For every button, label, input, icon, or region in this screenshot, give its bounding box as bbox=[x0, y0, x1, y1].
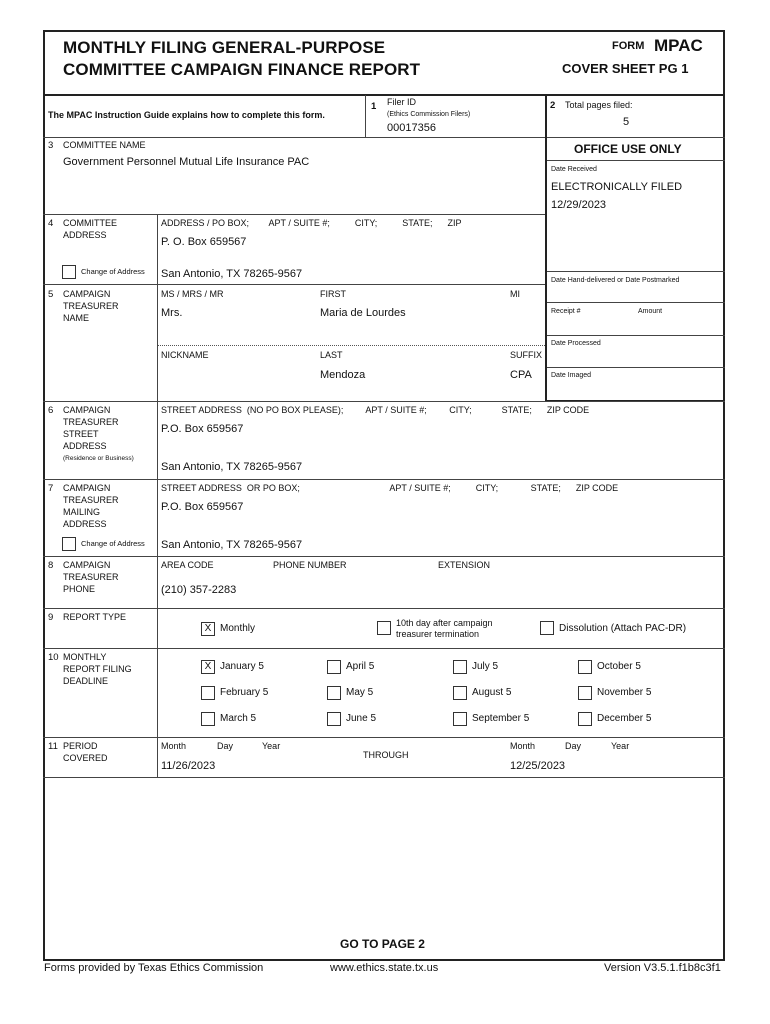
field-number: 6 bbox=[48, 405, 54, 416]
divider bbox=[43, 777, 725, 778]
deadline-option-label: November 5 bbox=[597, 687, 652, 698]
period-month-header: Month bbox=[510, 741, 536, 751]
divider bbox=[547, 367, 725, 368]
field-number: 5 bbox=[48, 289, 54, 300]
filing-status: ELECTRONICALLY FILED bbox=[551, 181, 683, 193]
street-address-label: STREET bbox=[63, 429, 99, 439]
deadline-checkbox[interactable] bbox=[327, 686, 341, 700]
deadline-checkbox[interactable] bbox=[327, 712, 341, 726]
divider bbox=[43, 556, 725, 557]
street-address-line1: P.O. Box 659567 bbox=[161, 423, 244, 435]
committee-name-label: COMMITTEE NAME bbox=[63, 140, 146, 150]
filer-id-value: 00017356 bbox=[387, 122, 436, 134]
footer-website[interactable]: www.ethics.state.tx.us bbox=[330, 962, 439, 974]
field-number: 4 bbox=[48, 218, 54, 229]
street-address-line2: San Antonio, TX 78265-9567 bbox=[161, 461, 303, 473]
divider bbox=[547, 302, 725, 303]
committee-address-label: COMMITTEE bbox=[63, 218, 117, 228]
period-day-header: Day bbox=[217, 741, 234, 751]
deadline-checkbox[interactable] bbox=[327, 660, 341, 674]
mailing-address-label: CAMPAIGN bbox=[63, 483, 111, 493]
form-title-line2: COMMITTEE CAMPAIGN FINANCE REPORT bbox=[63, 60, 421, 79]
phone-number-header: PHONE NUMBER bbox=[273, 560, 347, 570]
deadline-option-label: August 5 bbox=[472, 687, 512, 698]
first-name-header: FIRST bbox=[320, 289, 346, 299]
footer-provider: Forms provided by Texas Ethics Commission bbox=[44, 962, 264, 974]
office-use-title: OFFICE USE ONLY bbox=[574, 142, 682, 156]
divider bbox=[43, 284, 545, 285]
deadline-label: REPORT FILING bbox=[63, 664, 132, 674]
divider bbox=[365, 95, 366, 137]
suffix-header: SUFFIX bbox=[510, 350, 543, 360]
form-prefix: FORM bbox=[612, 40, 645, 52]
deadline-option-label: October 5 bbox=[597, 661, 641, 672]
deadline-option-label: September 5 bbox=[472, 713, 530, 724]
date-received-label: Date Received bbox=[551, 166, 597, 173]
deadline-checkbox[interactable] bbox=[453, 660, 467, 674]
field-number: 11 bbox=[48, 741, 58, 752]
phone-label: TREASURER bbox=[63, 572, 119, 582]
office-use-box bbox=[545, 137, 725, 402]
field-number: 7 bbox=[48, 483, 54, 494]
mailing-address-line2: San Antonio, TX 78265-9567 bbox=[161, 539, 303, 551]
mailing-address-label: ADDRESS bbox=[63, 519, 107, 529]
deadline-option-label: June 5 bbox=[346, 713, 377, 724]
change-of-address-label: Change of Address bbox=[81, 539, 145, 548]
deadline-checkbox[interactable]: X bbox=[201, 660, 215, 674]
suffix-value: CPA bbox=[510, 369, 532, 381]
street-address-label: CAMPAIGN bbox=[63, 405, 111, 415]
field-number: 9 bbox=[48, 612, 54, 623]
committee-name-value: Government Personnel Mutual Life Insurance PAC bbox=[63, 156, 310, 168]
title-value: Mrs. bbox=[161, 307, 183, 319]
filed-date: 12/29/2023 bbox=[551, 199, 607, 211]
through-label: THROUGH bbox=[363, 750, 409, 760]
committee-address-header: ADDRESS / PO BOX; APT / SUITE #; CITY; STATE; ZIP bbox=[161, 218, 462, 228]
mailing-address-header: STREET ADDRESS OR PO BOX; APT / SUITE #; CITY; STATE; ZIP CODE bbox=[161, 483, 619, 493]
committee-address-line2: San Antonio, TX 78265-9567 bbox=[161, 268, 303, 280]
footer-version: Version V3.5.1.f1b8c3f1 bbox=[604, 962, 721, 974]
mailing-address-label: TREASURER bbox=[63, 495, 119, 505]
divider bbox=[43, 737, 725, 738]
deadline-option-label: January 5 bbox=[220, 661, 264, 672]
nickname-header: NICKNAME bbox=[161, 350, 209, 360]
filer-id-label: Filer ID bbox=[387, 97, 416, 107]
treasurer-name-label: CAMPAIGN bbox=[63, 289, 111, 299]
total-pages-value: 5 bbox=[623, 116, 630, 128]
period-year-header: Year bbox=[611, 741, 630, 751]
form-code: MPAC bbox=[654, 36, 703, 55]
divider bbox=[43, 94, 725, 96]
street-address-label: ADDRESS bbox=[63, 441, 107, 451]
report-type-label: REPORT TYPE bbox=[63, 612, 127, 622]
receipt-label: Receipt # bbox=[551, 308, 581, 315]
deadline-option-label: April 5 bbox=[346, 661, 375, 672]
divider bbox=[547, 335, 725, 336]
field-number: 2 bbox=[550, 100, 556, 111]
extension-header: EXTENSION bbox=[438, 560, 491, 570]
mailing-address-label: MAILING bbox=[63, 507, 101, 517]
deadline-option-label: July 5 bbox=[472, 661, 499, 672]
treasurer-name-label: NAME bbox=[63, 313, 90, 323]
period-label: PERIOD bbox=[63, 741, 98, 751]
field-number: 8 bbox=[48, 560, 54, 571]
deadline-checkbox[interactable] bbox=[453, 686, 467, 700]
field-number: 1 bbox=[371, 101, 377, 112]
deadline-checkbox[interactable] bbox=[578, 712, 592, 726]
divider bbox=[43, 214, 545, 215]
field-number: 10 bbox=[48, 652, 59, 663]
committee-address-line1: P. O. Box 659567 bbox=[161, 236, 247, 248]
period-month-header: Month bbox=[161, 741, 187, 751]
middle-initial-header: MI bbox=[510, 289, 520, 299]
divider bbox=[43, 401, 725, 402]
phone-value: (210) 357-2283 bbox=[161, 584, 237, 596]
period-day-header: Day bbox=[565, 741, 582, 751]
tenth-day-checkbox[interactable] bbox=[377, 621, 391, 635]
area-code-header: AREA CODE bbox=[161, 560, 214, 570]
first-name-value: Maria de Lourdes bbox=[320, 307, 406, 319]
form-title-line1: MONTHLY FILING GENERAL-PURPOSE bbox=[63, 38, 386, 57]
period-year-header: Year bbox=[262, 741, 281, 751]
deadline-label: DEADLINE bbox=[63, 676, 109, 686]
filer-id-sublabel: (Ethics Commission Filers) bbox=[387, 111, 471, 118]
monthly-label: Monthly bbox=[220, 623, 256, 634]
total-pages-label: Total pages filed: bbox=[565, 100, 633, 110]
street-address-label: TREASURER bbox=[63, 417, 119, 427]
dissolution-checkbox[interactable] bbox=[540, 621, 554, 635]
divider bbox=[547, 160, 725, 161]
deadline-option-label: March 5 bbox=[220, 713, 257, 724]
label-column-divider bbox=[157, 214, 158, 778]
change-of-address-checkbox[interactable] bbox=[62, 537, 76, 551]
last-name-value: Mendoza bbox=[320, 369, 366, 381]
mailing-address-line1: P.O. Box 659567 bbox=[161, 501, 244, 513]
change-of-address-label: Change of Address bbox=[81, 267, 145, 276]
last-name-header: LAST bbox=[320, 350, 343, 360]
change-of-address-checkbox[interactable] bbox=[62, 265, 76, 279]
deadline-checkbox[interactable] bbox=[201, 686, 215, 700]
deadline-checkbox[interactable] bbox=[453, 712, 467, 726]
title-header: MS / MRS / MR bbox=[161, 289, 224, 299]
deadline-label: MONTHLY bbox=[63, 652, 107, 662]
deadline-checkbox[interactable] bbox=[578, 660, 592, 674]
date-processed-label: Date Processed bbox=[551, 340, 601, 347]
cover-sheet-label: COVER SHEET PG 1 bbox=[562, 61, 689, 76]
monthly-checkbox[interactable]: X bbox=[201, 622, 215, 636]
tenth-day-label: treasurer termination bbox=[396, 629, 480, 639]
deadline-checkbox[interactable] bbox=[578, 686, 592, 700]
tenth-day-label: 10th day after campaign bbox=[396, 618, 493, 628]
field-number: 3 bbox=[48, 140, 54, 151]
deadline-option-label: December 5 bbox=[597, 713, 652, 724]
divider bbox=[158, 345, 545, 346]
go-to-page-2: GO TO PAGE 2 bbox=[340, 937, 425, 951]
phone-label: CAMPAIGN bbox=[63, 560, 111, 570]
divider bbox=[43, 608, 725, 609]
street-address-note: (Residence or Business) bbox=[63, 455, 134, 462]
dissolution-label: Dissolution (Attach PAC-DR) bbox=[559, 623, 687, 634]
divider bbox=[547, 271, 725, 272]
divider bbox=[545, 95, 547, 137]
street-address-header: STREET ADDRESS (NO PO BOX PLEASE); APT / SUITE #; CITY; STATE; ZIP CODE bbox=[161, 405, 590, 415]
period-label: COVERED bbox=[63, 753, 108, 763]
phone-label: PHONE bbox=[63, 584, 96, 594]
committee-address-label: ADDRESS bbox=[63, 230, 107, 240]
hand-delivered-label: Date Hand-delivered or Date Postmarked bbox=[551, 277, 680, 284]
divider bbox=[43, 648, 725, 649]
deadline-option-label: May 5 bbox=[346, 687, 374, 698]
divider bbox=[43, 479, 725, 480]
instruction-text: The MPAC Instruction Guide explains how to complete this form. bbox=[48, 110, 325, 120]
amount-label: Amount bbox=[638, 308, 663, 315]
deadline-option-label: February 5 bbox=[220, 687, 269, 698]
treasurer-name-label: TREASURER bbox=[63, 301, 119, 311]
period-end-date: 12/25/2023 bbox=[510, 760, 566, 772]
date-imaged-label: Date Imaged bbox=[551, 372, 592, 379]
period-start-date: 11/26/2023 bbox=[161, 760, 216, 772]
deadline-checkbox[interactable] bbox=[201, 712, 215, 726]
